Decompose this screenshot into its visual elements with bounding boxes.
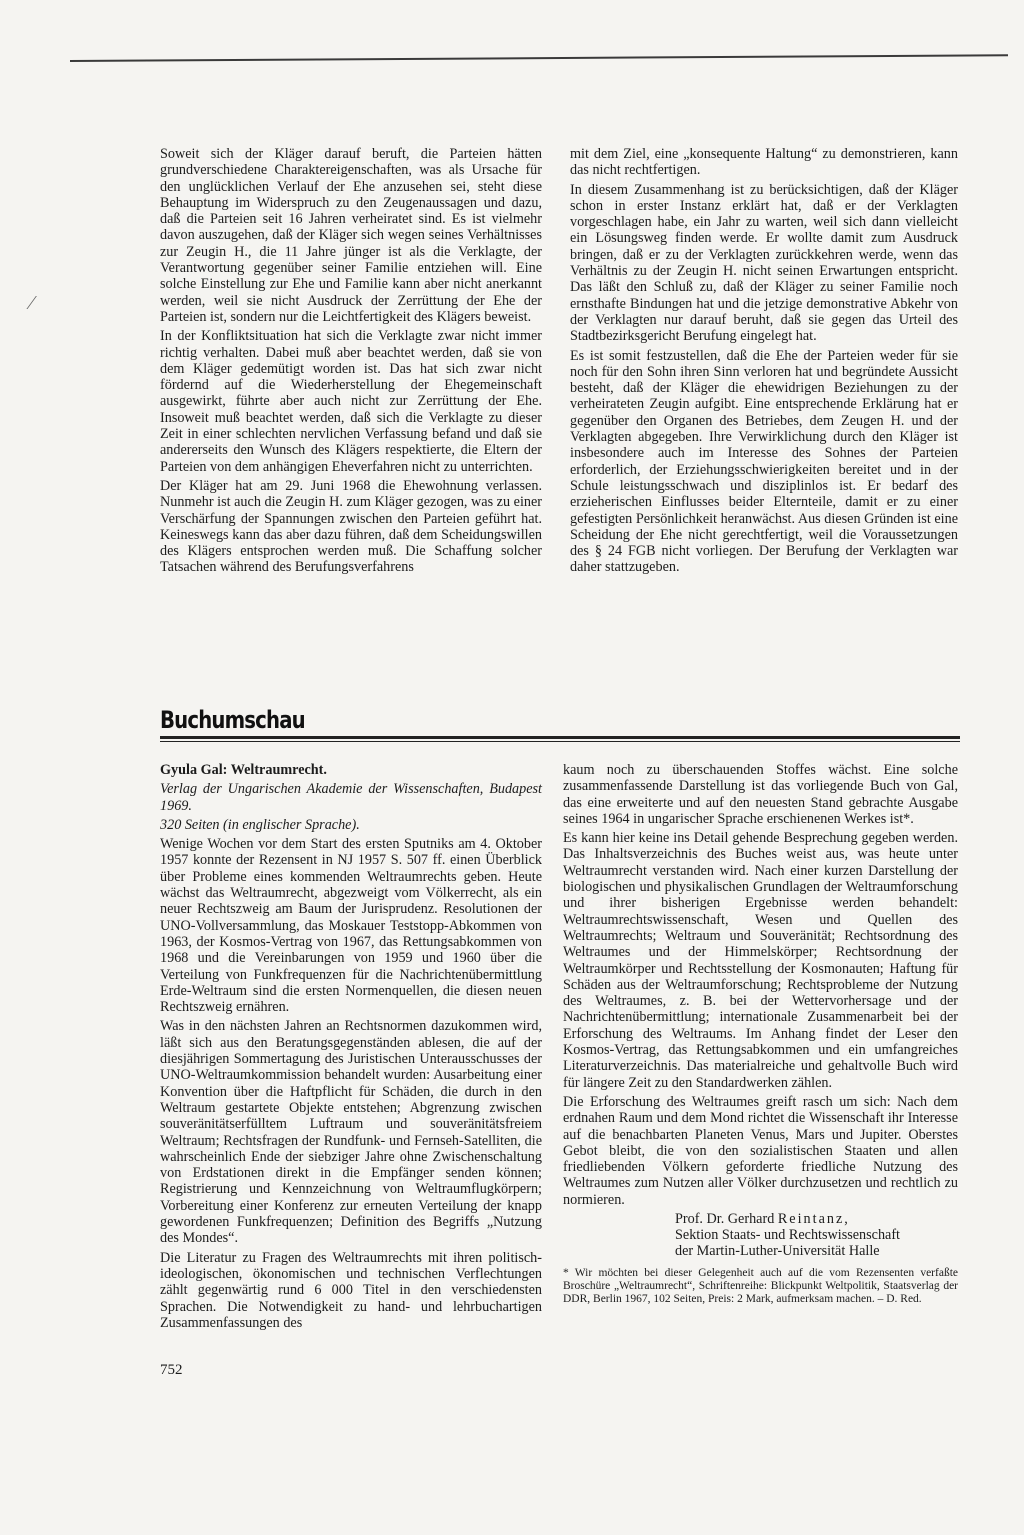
review-column-right [563, 762, 958, 1306]
book-title: Gyula Gal: Weltraumrecht. [160, 762, 327, 778]
section-rule-thin [160, 741, 960, 742]
page-number: 752 [160, 1362, 183, 1378]
section-header [160, 706, 960, 742]
footnote: * Wir möchten bei dieser Gelegenheit auch auf die vom Rezensenten verfaßte Broschüre „Weltraumrecht“, Schriftenreihe: Blickpunkt Weltpolitik, Staatsverlag der DDR, Berlin 1967, 102 Seiten, Preis: 2 Mark, aufmerksam machen. – D. Red. [563, 1267, 958, 1306]
paragraph: Was in den nächsten Jahren an Rechtsnormen dazukommen wird, läßt sich aus den Beratungsgegenständen ablesen, die auf der diesjährigen Sommertagung des Juristischen Unterausschusses der UNO-Weltraumkommission behandelt wurden: Ausarbeitung einer Konvention über die Haftpflicht für Schäden, die durch in den Weltraum gestartete Objekte entstehen; Abgrenzung zwischen souveränitätserfülltem Luftraum und souveränitätsfreiem Weltraum; Rechtsfragen der Rundfunk- und Fernseh-Satelliten, die wahrscheinlich Ende der siebziger Jahre ohne Zwischenschaltung von Erdstationen direkt in die Empfänger senden können; Registrierung und Kennzeichnung von Weltraumflugkörpern; Vorbereitung einer Konferenz zur erneuten Verteilung der knapp gewordenen Funkfrequenzen; Definition des Begriffs „Nutzung des Mondes“. [160, 1018, 542, 1247]
margin-mark: ⁄ [30, 292, 34, 314]
book-publisher: Verlag der Ungarischen Akademie der Wissenschaften, Budapest 1969. [160, 781, 542, 814]
paragraph: Der Kläger hat am 29. Juni 1968 die Ehewohnung verlassen. Nunmehr ist auch die Zeugin H. zum Kläger gezogen, was zu einer Verschärfung der Spannungen zwischen den Parteien geführt hat. Keineswegs kann das aber dazu führen, daß dem Scheidungswillen des Klägers entsprochen werden muß. Die Schaffung solcher Tatsachen während des Berufungsverfahrens [160, 477, 542, 576]
paragraph: In der Konfliktsituation hat sich die Verklagte zwar nicht immer richtig verhalten. Dabei muß aber beachtet werden, daß sie von dem Kläger gedemütigt worden ist. Das hat sich zwar nicht fördernd auf die Wiederherstellung der Ehegemeinschaft ausgewirkt, führte aber auch nicht zur Zerrüttung der Ehe. Insoweit muß beachtet werden, daß sich die Verklagte zu dieser Zeit in einer schlechten nervlichen Verfassung befand und daß sie andererseits den Wunsch des Klägers respektierte, die Eltern der Parteien von dem anhängigen Eheverfahren nicht zu unterrichten. [160, 328, 542, 475]
paragraph: Es kann hier keine ins Detail gehende Besprechung gegeben werden. Das Inhaltsverzeichnis des Buches weist aus, was heute unter Weltraumrecht verstanden wird. Nach einer kurzen Darstellung der biologischen und physikalischen Grundlagen der Weltraumforschung und ihrer bisherigen Ergebnisse werden behandelt: Weltraumrechtswissenschaft, Wesen und Quellen des Weltraumrechts; Weltraum und Souveränität; Rechtsordnung des Weltraumes und der Himmelskörper; Rechtsordnung der Weltraumkörper und Rechtsstellung der Kosmonauten; Haftung für Schäden aus der Weltraumforschung; Rechtsprobleme der Nutzung des Weltraumes, z. B. bei der Wettervorhersage und der Nachrichtenübermittlung; internationale Zusammenarbeit bei der Erforschung des Weltraums. Im Anhang findet der Leser den Kosmos-Vertrag, das Rettungsabkommen und ein umfangreiches Literaturverzeichnis. Das materialreiche und gehaltvolle Buch wird für längere Zeit zu den Standardwerken zählen. [563, 830, 958, 1091]
article-column-top-left [160, 146, 542, 579]
author-name-prefix: Prof. Dr. Gerhard [675, 1211, 775, 1228]
paragraph: mit dem Ziel, eine „konsequente Haltung“ zu demonstrieren, kann das nicht rechtfertigen. [570, 146, 958, 179]
paragraph: Die Erforschung des Weltraumes greift rasch um sich: Nach dem erdnahen Raum und dem Mond richtet die Wissenschaft ihr Interesse auf die benachbarten Planeten Venus, Mars und Jupiter. Oberstes Gebot bleibt, die von den sozialistischen Staaten und allen friedliebenden Völkern geforderte friedliche Nutzung des Weltraumes zum Nutzen aller Völker durchzusetzen und rechtlich zu normieren. [563, 1093, 958, 1208]
section-rule [160, 736, 960, 739]
review-column-left [160, 762, 542, 1334]
author-affiliation: Sektion Staats- und Rechtswissenschaft [675, 1227, 900, 1244]
paragraph: In diesem Zusammenhang ist zu berücksichtigen, daß der Kläger schon in erster Instanz erklärt hat, daß er der Verklagten vorgeschlagen habe, ein Jahr zu warten, weil sich dann vielleicht ein Lösungsweg finden werde. Er wollte damit zum Ausdruck bringen, daß er zu der Verklagten zurückkehren werde, wenn das Verhältnis zu der Zeugin H. nicht seinen Erwartungen entspricht. Das läßt den Schluß zu, daß der Kläger zu seiner Familie noch ernsthafte Bindungen hat und die jetzige demonstrative Abkehr von der Verklagten nur darauf beruht, daß sie gegen das Urteil des Stadtbezirksgericht Berufung eingelegt hat. [570, 181, 958, 345]
paragraph: Soweit sich der Kläger darauf beruft, die Parteien hätten grundverschiedene Charaktereigenschaften, was als Ursache für den unglücklichen Verlauf der Ehe anzusehen sei, steht diese Behauptung im Widerspruch zu den Zeugenaussagen und dazu, daß die Parteien seit 16 Jahren verheiratet sind. Es ist vielmehr davon auszugehen, daß der Kläger sich wegen seines Verhältnisses zur Zeugin H., die 11 Jahre jünger ist als die Verklagte, der Verantwortung gegenüber seiner Familie entziehen will. Eine solche Einstellung zur Ehe und Familie kann aber nicht anerkannt werden, weil sie nicht Ausdruck der Zerrüttung der Ehe der Parteien ist, sondern nur die Leichtfertigkeit des Klägers beweist. [160, 146, 542, 325]
author-signature [675, 1211, 958, 1259]
section-title: Buchumschau [160, 706, 305, 734]
author-institution: der Martin-Luther-Universität Halle [675, 1243, 880, 1260]
book-pages: 320 Seiten (in englischer Sprache). [160, 816, 360, 833]
paragraph: Wenige Wochen vor dem Start des ersten Sputniks am 4. Oktober 1957 konnte der Rezensent in NJ 1957 S. 507 ff. einen Überblick über Probleme eines kommenden Weltraumrechts geben. Heute wächst das Weltraumrecht, abgezweigt vom Völkerrecht, als ein neuer Rechtszweig am Baum der Jurisprudenz. Resolutionen der UNO-Vollversammlung, das Moskauer Teststopp-Abkommen von 1963, der Kosmos-Vertrag von 1967, das Rettungsabkommen von 1968 und die Vereinbarungen von 1959 und 1960 über die Verteilung von Funkfrequenzen für die Nachrichtenübermittlung Erde-Weltraum sind die ersten Normenquellen, die diesen neuen Rechtszweig ernähren. [160, 836, 542, 1016]
paragraph: Die Literatur zu Fragen des Weltraumrechts mit ihren politisch-ideologischen, ökonomischen und technischen Verflechtungen zählt gegenwärtig rund 6 000 Titel in den verschiedensten Sprachen. Die Notwendigkeit zu hand- und lehrbuchartigen Zusammenfassungen des [160, 1249, 542, 1331]
paragraph: kaum noch zu überschauenden Stoffes wächst. Eine solche zusammenfassende Darstellung ist das vorliegende Buch von Gal, das eine erweiterte und auf den neuesten Stand gebrachte Ausgabe seines 1964 in ungarischer Sprache erschienenen Werkes ist*. [563, 762, 958, 827]
paragraph: Es ist somit festzustellen, daß die Ehe der Parteien weder für sie noch für den Sohn ihren Sinn verloren hat und begründete Aussicht besteht, daß der Kläger die ehewidrigen Beziehungen zu der verheirateten Zeugin aufgibt. Eine entsprechende Erklärung hat er gegenüber den Organen des Betriebes, dem Zeugen H. und der Verklagten abgegeben. Ihre Verwirklichung durch den Kläger ist insbesondere auch im Interesse des Sohnes der Parteien erforderlich, der Erziehungsschwierigkeiten bereitet und in der Schule leistungsschwach und disziplinlos ist. Er bedarf des erzieherischen Einflusses beider Elternteile, damit er zu einer gefestigten Persönlichkeit heranwächst. Aus diesen Gründen ist eine Scheidung der Ehe nicht gerechtfertigt, weil die Voraussetzungen des § 24 FGB nicht vorliegen. Der Berufung der Verklagten war daher stattzugeben. [570, 347, 958, 576]
top-border-line [70, 54, 1008, 62]
article-column-top-right [570, 146, 958, 579]
author-surname: Reintanz, [777, 1211, 850, 1228]
